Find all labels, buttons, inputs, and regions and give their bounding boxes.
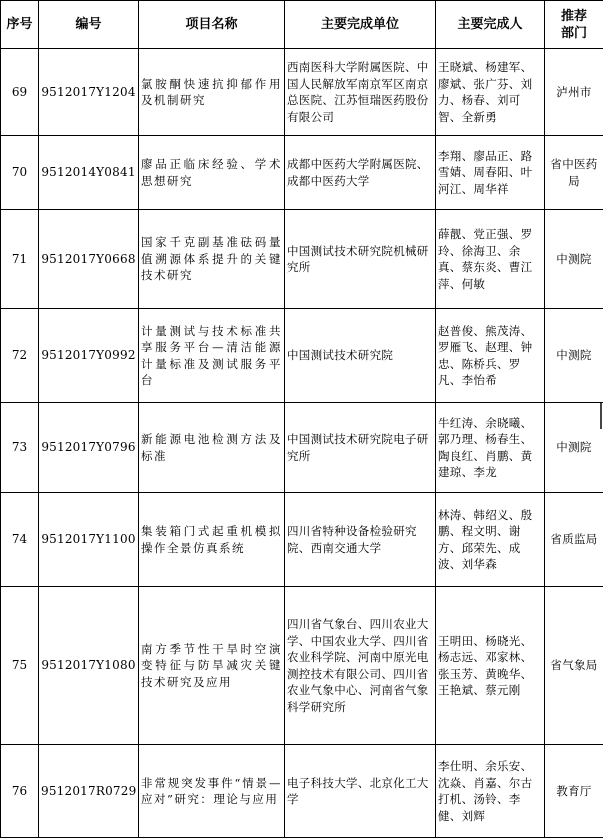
header-name: 项目名称 [139, 1, 285, 49]
header-dept-line2: 部门 [560, 25, 587, 41]
table-row [1, 493, 603, 587]
cell-seq: 71 [1, 210, 39, 309]
cell-code: 9512017R0729 [39, 745, 139, 838]
scrollbar-thumb[interactable] [600, 403, 602, 429]
header-dept-line1: 推荐 [560, 8, 587, 24]
cell-project-name: 非常规突发事件“情景—应对”研究：理论与应用 [139, 745, 285, 838]
cell-unit: 四川省气象台、四川农业大学、中国农业大学、四川省农业科学院、河南中原光电测控技术有限公司、四川省农业气象中心、河南省气象科学研究所 [285, 587, 436, 745]
cell-project-name: 集装箱门式起重机模拟操作全景仿真系统 [139, 493, 285, 587]
table-row [1, 745, 603, 838]
table-row [1, 587, 603, 745]
cell-dept: 泸州市 [545, 49, 603, 136]
cell-dept: 教育厅 [545, 745, 603, 838]
header-people: 主要完成人 [436, 1, 545, 49]
cell-people: 王明田、杨晓光、杨志远、邓家林、张玉芳、黄晚华、王艳斌、蔡元刚 [436, 587, 545, 745]
cell-unit: 中国测试技术研究院电子研究所 [285, 403, 436, 493]
table-row [1, 309, 603, 403]
cell-people: 李仕明、余乐安、沈焱、肖嘉、尔古打机、汤铃、李健、刘辉 [436, 745, 545, 838]
cell-dept: 省质监局 [545, 493, 603, 587]
cell-code: 9512017Y0796 [39, 403, 139, 493]
cell-dept: 省中医药局 [545, 136, 603, 210]
table-row [1, 210, 603, 309]
table-row [1, 49, 603, 136]
cell-unit: 西南医科大学附属医院、中国人民解放军南京军区南京总医院、江苏恒瑞医药股份有限公司 [285, 49, 436, 136]
cell-project-name: 氯胺酮快速抗抑郁作用及机制研究 [139, 49, 285, 136]
cell-seq: 74 [1, 493, 39, 587]
cell-dept: 中测院 [545, 210, 603, 309]
cell-unit: 中国测试技术研究院机械研究所 [285, 210, 436, 309]
header-dept [545, 1, 603, 49]
cell-people: 林涛、韩绍义、殷鹏、程文明、谢方、邱荣先、成波、刘华森 [436, 493, 545, 587]
cell-unit: 成都中医药大学附属医院、成都中医药大学 [285, 136, 436, 210]
cell-people: 赵普俊、熊茂涛、罗雁飞、赵理、钟忠、陈桥兵、罗凡、李怡希 [436, 309, 545, 403]
cell-project-name: 南方季节性干旱时空演变特征与防旱减灾关键技术研究及应用 [139, 587, 285, 745]
cell-code: 9512017Y1204 [39, 49, 139, 136]
cell-code: 9512017Y0668 [39, 210, 139, 309]
cell-people: 王晓斌、杨建军、廖斌、张广芬、刘力、杨春、刘可智、全新勇 [436, 49, 545, 136]
header-code: 编号 [39, 1, 139, 49]
cell-code: 9512017Y1100 [39, 493, 139, 587]
cell-dept: 省气象局 [545, 587, 603, 745]
cell-dept: 中测院 [545, 403, 603, 493]
header-unit: 主要完成单位 [285, 1, 436, 49]
cell-seq: 72 [1, 309, 39, 403]
cell-people: 牛红涛、余晓曦、郭乃理、杨春生、陶良红、肖鹏、黄建琼、李龙 [436, 403, 545, 493]
cell-dept: 中测院 [545, 309, 603, 403]
cell-project-name: 国家千克副基准砝码量值溯源体系提升的关键技术研究 [139, 210, 285, 309]
table-header-row [1, 1, 603, 49]
cell-seq: 75 [1, 587, 39, 745]
table-row [1, 136, 603, 210]
cell-code: 9512017Y0992 [39, 309, 139, 403]
cell-project-name: 新能源电池检测方法及标准 [139, 403, 285, 493]
cell-project-name: 计量测试与技术标准共享服务平台—清洁能源计量标准及测试服务平台 [139, 309, 285, 403]
cell-people: 李翔、廖品正、路雪婧、周春阳、叶河江、周华祥 [436, 136, 545, 210]
cell-seq: 69 [1, 49, 39, 136]
table-row [1, 403, 603, 493]
cell-unit: 四川省特种设备检验研究院、西南交通大学 [285, 493, 436, 587]
cell-seq: 73 [1, 403, 39, 493]
cell-people: 薛靓、党正强、罗玲、徐海卫、余真、蔡东炎、曹江萍、何敏 [436, 210, 545, 309]
cell-unit: 电子科技大学、北京化工大学 [285, 745, 436, 838]
cell-project-name: 廖品正临床经验、学术思想研究 [139, 136, 285, 210]
header-seq: 序号 [1, 1, 39, 49]
cell-unit: 中国测试技术研究院 [285, 309, 436, 403]
cell-code: 9512017Y1080 [39, 587, 139, 745]
cell-code: 9512014Y0841 [39, 136, 139, 210]
cell-seq: 76 [1, 745, 39, 838]
cell-seq: 70 [1, 136, 39, 210]
